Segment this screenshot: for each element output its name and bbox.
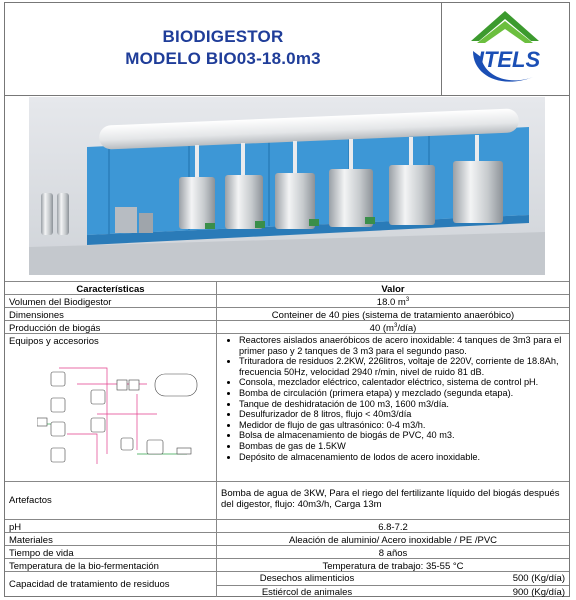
list-item: • Desulfurizador de 8 litros, flujo < 40m3/día xyxy=(239,409,565,420)
row-value: 8 años xyxy=(378,548,408,559)
capacity-row xyxy=(5,571,569,597)
capacity-subrow xyxy=(217,572,569,585)
list-item: • Medidor de flujo de gas ultrasónico: 0-4 m3/h. xyxy=(239,420,565,431)
table-row xyxy=(5,294,569,307)
header xyxy=(5,3,569,96)
table-row xyxy=(5,545,569,558)
row-label: Capacidad de tratamiento de residuos xyxy=(5,572,217,597)
list-item: • Bombas de gas de 1.5KW xyxy=(239,441,565,452)
row-label: Artefactos xyxy=(5,482,217,519)
capacity-values-cell xyxy=(217,572,569,597)
row-value: 6.8-7.2 xyxy=(378,522,408,533)
list-item: • Bomba de circulación (primera etapa) y mezclado (segunda etapa). xyxy=(239,388,565,399)
title-line-2: MODELO BIO03-18.0m3 xyxy=(125,49,321,68)
row-value: Conteiner de 40 pies (sistema de tratamiento anaeróbico) xyxy=(271,310,515,321)
itels-logo xyxy=(463,7,547,91)
list-item: • Tanque de deshidratación de 100 m3, 1600 m3/día. xyxy=(239,399,565,410)
row-label: pH xyxy=(5,520,217,532)
equipment-list-cell xyxy=(217,334,569,481)
row-value: Bomba de agua de 3KW, Para el riego del fertilizante líquido del biogás después del digestor, flujo: 40m3/h, Carga 13m xyxy=(221,488,560,510)
row-label: Producción de biogás xyxy=(5,321,217,333)
biodigester-container-illustration xyxy=(29,97,545,275)
row-label: Temperatura de la bio-fermentación xyxy=(5,559,217,571)
process-flow-diagram xyxy=(37,354,213,476)
row-value: 18.0 $m^3$ xyxy=(376,297,410,309)
row-label: Dimensiones xyxy=(5,308,217,320)
table-row xyxy=(5,519,569,532)
table-row xyxy=(5,558,569,571)
capacity-item-name: Estiércol de animales xyxy=(261,587,353,598)
list-item: • Consola, mezclador eléctrico, calentador eléctrico, sistema de control pH. xyxy=(239,377,565,388)
equipment-row xyxy=(5,333,569,481)
artefactos-row xyxy=(5,481,569,519)
column-header-value: Valor xyxy=(381,284,405,295)
list-item: • Depósito de almacenamiento de lodos de acero inoxidable. xyxy=(239,452,565,463)
table-header-row xyxy=(5,281,569,294)
list-item: • Bolsa de almacenamiento de biogás de PVC, 40 m3. xyxy=(239,430,565,441)
title-cell xyxy=(5,3,442,95)
equipment-label-cell xyxy=(5,334,217,481)
table-row xyxy=(5,307,569,320)
title-line-1: BIODIGESTOR xyxy=(162,27,284,46)
table-row xyxy=(5,532,569,545)
capacity-item-value: 500 (Kg/día) xyxy=(512,573,565,584)
row-label: Tiempo de vida xyxy=(5,546,217,558)
capacity-subrow xyxy=(217,585,569,598)
list-item: • Reactores aislados anaeróbicos de acero inoxidable: 4 tanques de 3m3 para el primer paso y 2 tanques de 3 m3 para el segundo paso. xyxy=(239,335,565,356)
logo-text: ITELS xyxy=(477,47,541,72)
row-value: Temperatura de trabajo: 35-55 °C xyxy=(322,561,464,572)
row-value: 40 $(m^3/día)$ xyxy=(369,323,417,335)
list-item: • Trituradora de residuos 2.2KW, 226litros, voltaje de 220V, corriente de 18.8Ah, frecuencia 50Hz, velocidad 2940 r/min, nivel de ruido 81 dB. xyxy=(239,356,565,377)
column-header-characteristics: Características xyxy=(5,282,217,294)
capacity-item-value: 900 (Kg/día) xyxy=(512,587,565,598)
capacity-item-name: Desechos alimenticios xyxy=(259,573,355,584)
table-row xyxy=(5,320,569,333)
equipment-list xyxy=(217,334,569,462)
spec-sheet xyxy=(4,2,570,597)
row-value: Aleación de aluminio/ Acero inoxidable / PE /PVC xyxy=(288,535,498,546)
row-label: Materiales xyxy=(5,533,217,545)
row-label: Equipos y accesorios xyxy=(9,336,99,347)
row-label: Volumen del Biodigestor xyxy=(5,295,217,307)
